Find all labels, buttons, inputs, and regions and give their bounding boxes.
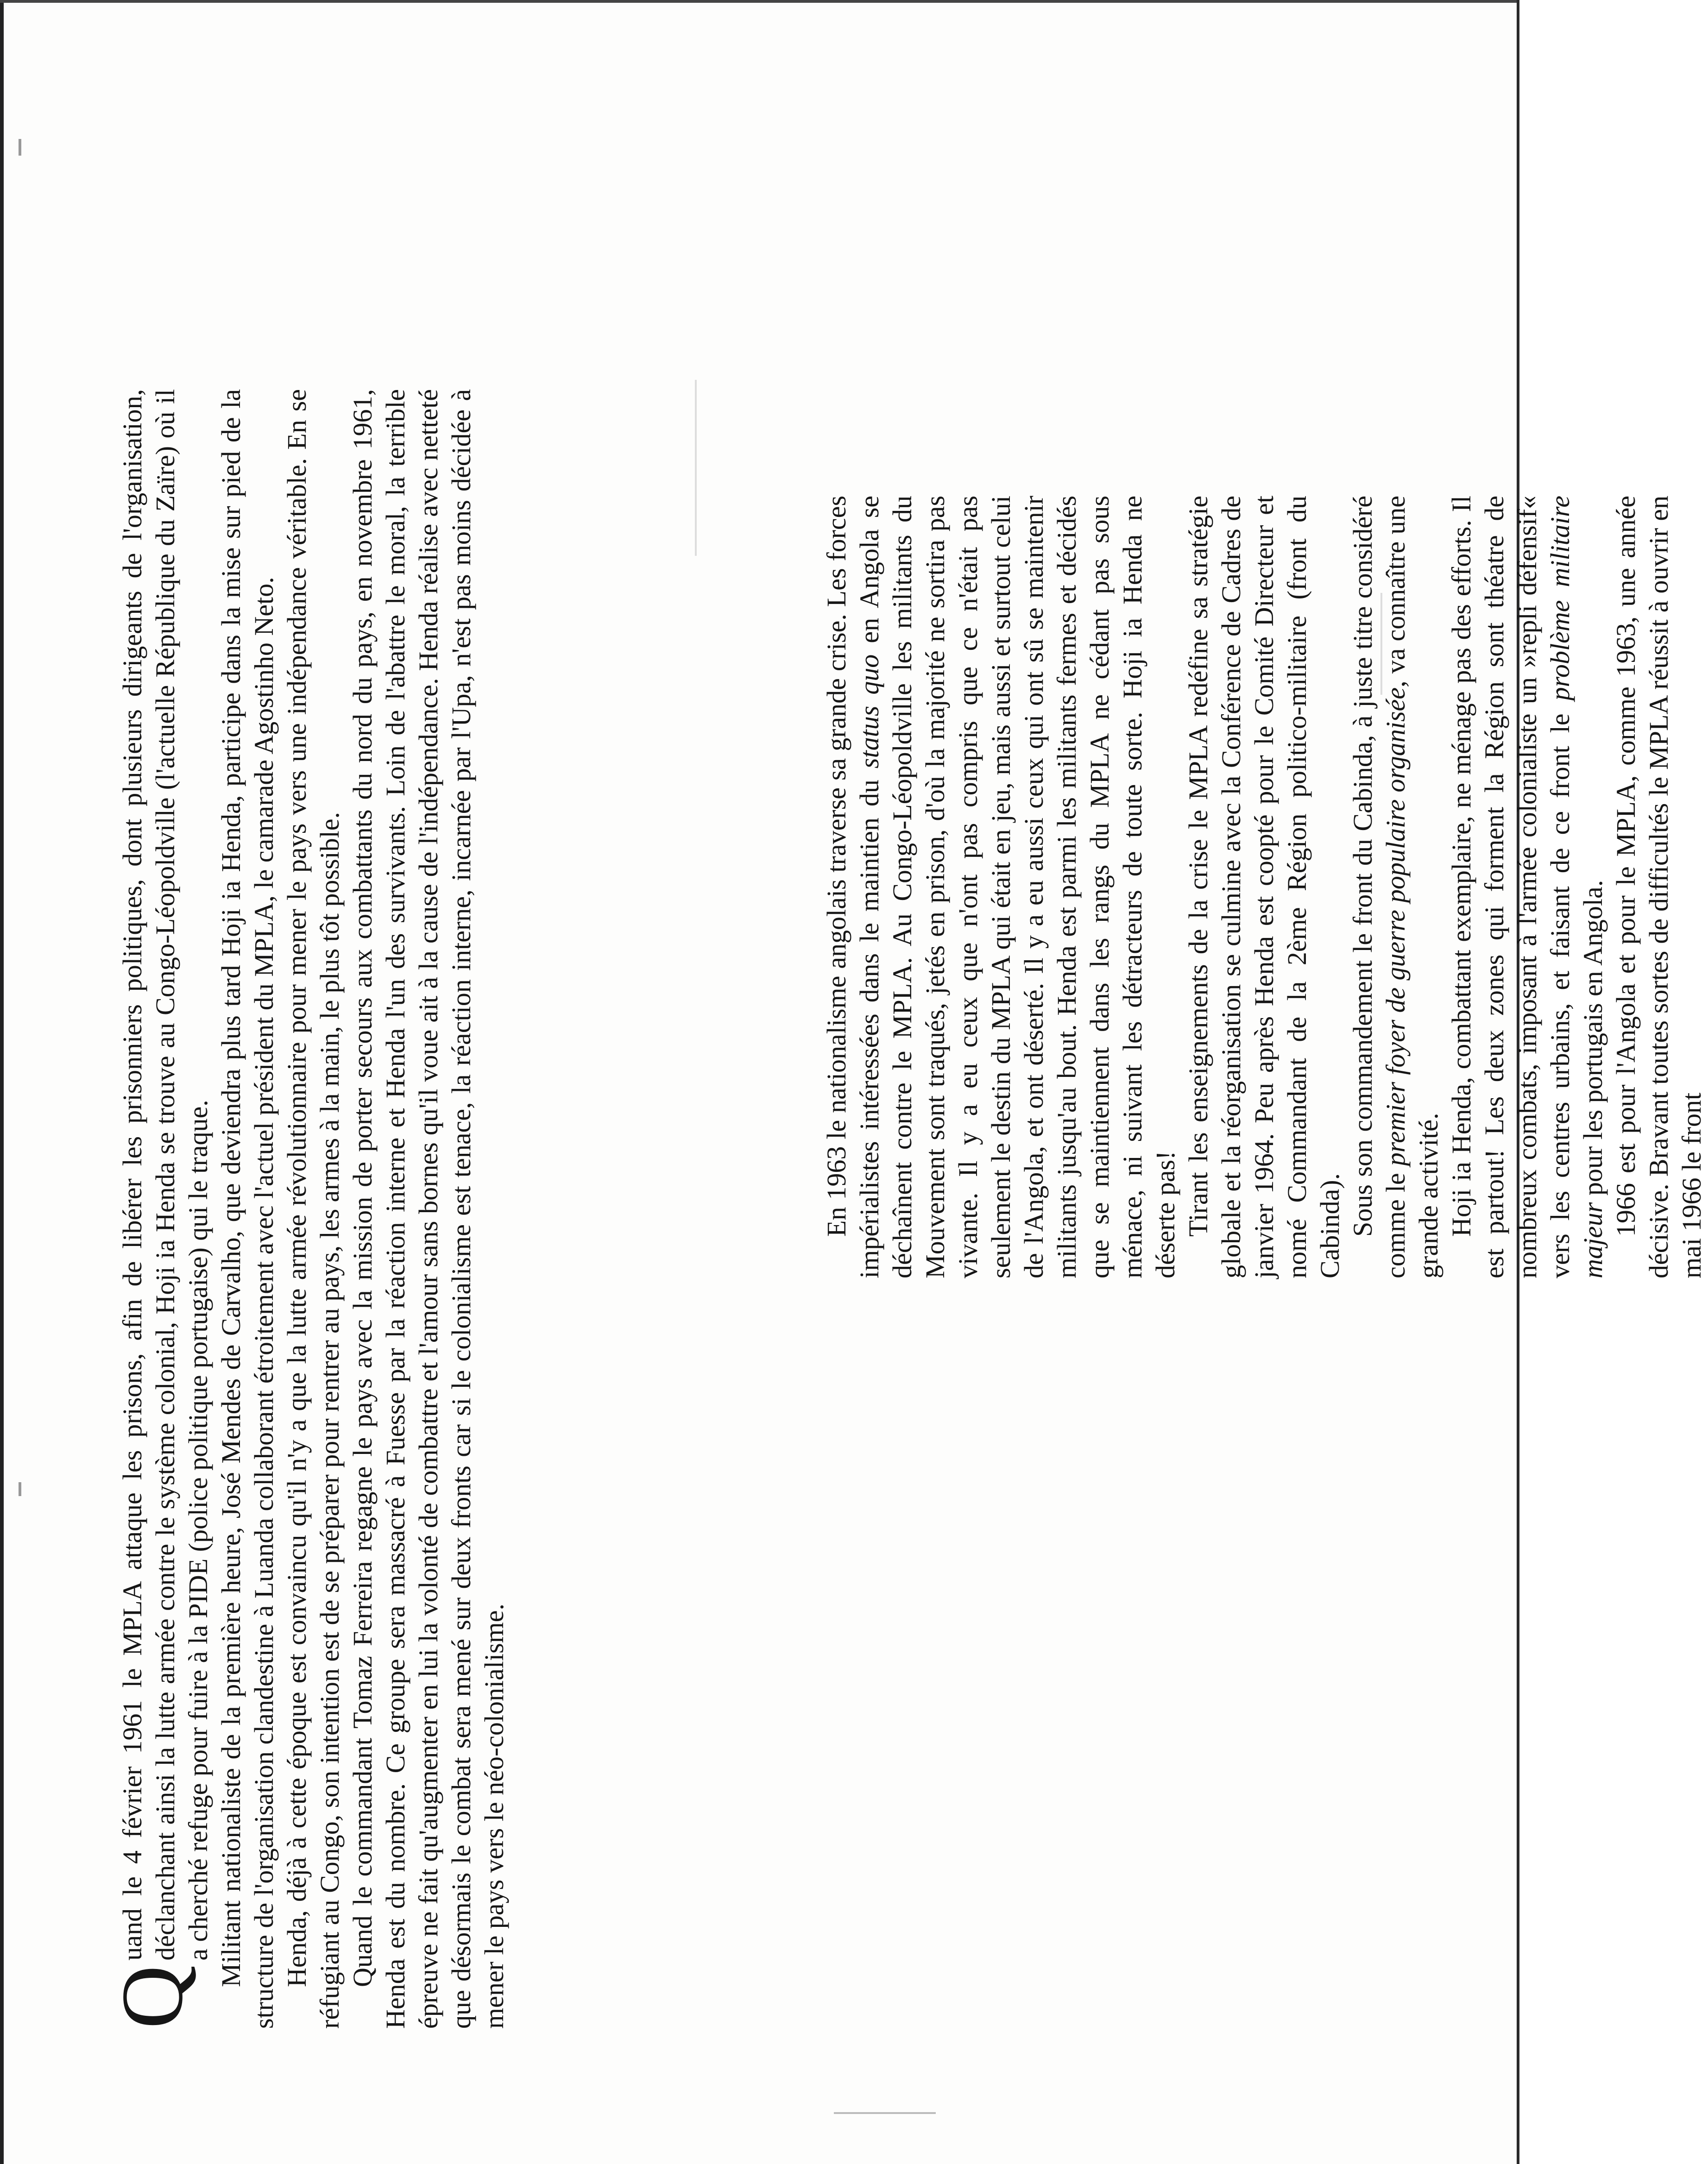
right-column — [820, 496, 1708, 1278]
page-edge-top — [0, 0, 1519, 3]
paragraph — [104, 389, 214, 2029]
paragraph: Hoji ia Henda, combattant exemplaire, ne ménage pas des efforts. Il est partout! Les deux zones qui forment la Région sont théatre de nombreux combats, imposant à l'armée colonialiste un »repli défensif« vers les centres urbains, et faisant de ce front le problème militaire majeur pour les portugais en Angola. — [1446, 496, 1608, 1278]
paragraph-text: uand le 4 février 1961 le MPLA attaque les prisons, afin de libérer les prisonniers politiques, dont plusieurs dirigeants de l'organisation, déclanchant ainsi la lutte armée contre le système colonial, Hoji ia Henda se trouve au Congo-Léopoldville (l'actuelle République du Zaïre) où il a cherché refuge pour fuire à la PIDE (police politique portugaise) qui le traque. — [117, 389, 213, 1961]
paragraph: Henda, déjà à cette époque est convaincu qu'il n'y a que la lutte armée révolutionnaire pour mener le pays vers une indépendance véritable. En se réfugiant au Congo, son intention est de se préparer pour rentrer au pays, les armes à la main, le plus tôt possible. — [282, 389, 345, 2029]
scan-mark — [19, 139, 21, 156]
paragraph: Quand le commandant Tomaz Ferreira regagne le pays avec la mission de porter secours aux combattants du nord du pays, en novembre 1961, Henda est du nombre. Ce groupe sera massacré à Fuesse par la réaction interne et Henda l'un des survivants. Loin de l'abattre le moral, la terrible épreuve ne fait qu'augmenter en lui la volonté de combattre et l'amour sans bornes qu'il voue ait à la cause de l'indépendance. Henda réalise avec netteté que désormais le combat sera mené sur deux fronts car si le colonialisme est tenace, la réaction interne, incarnée par l'Upa, n'est pas moins décidée à mener le pays vers le néo-colonialisme. — [347, 389, 509, 2029]
paragraph: 1966 est pour l'Angola et pour le MPLA, comme 1963, une année décisive. Bravant toutes sortes de difficultés le MPLA réussit à ouvrir en mai 1966 le front — [1611, 496, 1707, 1278]
paragraph: Sous son commandement le front du Cabinda, à juste titre considéré comme le premier foyer de guerre populaire organisée, va connaître une grande activité. — [1348, 496, 1443, 1278]
paragraph: En 1963 le nationalisme angolais traverse sa grande crise. Les forces impérialistes intéressées dans le maintien du status quo en Angola se déchaînent contre le MPLA. Au Congo-Léopoldville les militants du Mouvement sont traqués, jetés en prison, d'où la majorité ne sortira pas vivante. Il y a eu ceux que n'ont pas compris que ce n'était pas seulement le destin du MPLA qui était en jeu, mais aussi et surtout celui de l'Angola, et ont déserté. Il y a eu aussi ceux qui ont sû se maintenir militants jusqu'au bout. Henda est parmi les militants fermes et décidés que se maintiennent dans les rangs du MPLA ne cédant pas sous ménace, ni suivant les détracteurs de toute sorte. Hoji ia Henda ne déserte pas! — [821, 495, 1180, 1278]
page-edge-left — [0, 0, 4, 2164]
left-column — [104, 389, 511, 2029]
drop-cap: Q — [104, 1965, 201, 2029]
paragraph: Militant nationaliste de la première heure, José Mendes de Carvalho, que deviendra plus tard Hoji ia Henda, participe dans la mise sur pied de la structure de l'organisation clandestine à Luanda collaborant étroitement avec l'actuel président du MPLA, le camarade Agostinho Neto. — [216, 389, 279, 2029]
paragraph: Tirant les enseignements de la crise le MPLA redéfine sa stratégie globale et la réorganisation se culmine avec la Conférence de Cadres de janvier 1964. Peu après Henda est coopté pour le Comité Directeur et nomé Commandant de la 2ème Région politico-militaire (front du Cabinda). — [1183, 496, 1345, 1278]
fold-line — [695, 380, 697, 556]
scan-mark — [19, 1482, 21, 1496]
scan-mark — [834, 2112, 936, 2114]
